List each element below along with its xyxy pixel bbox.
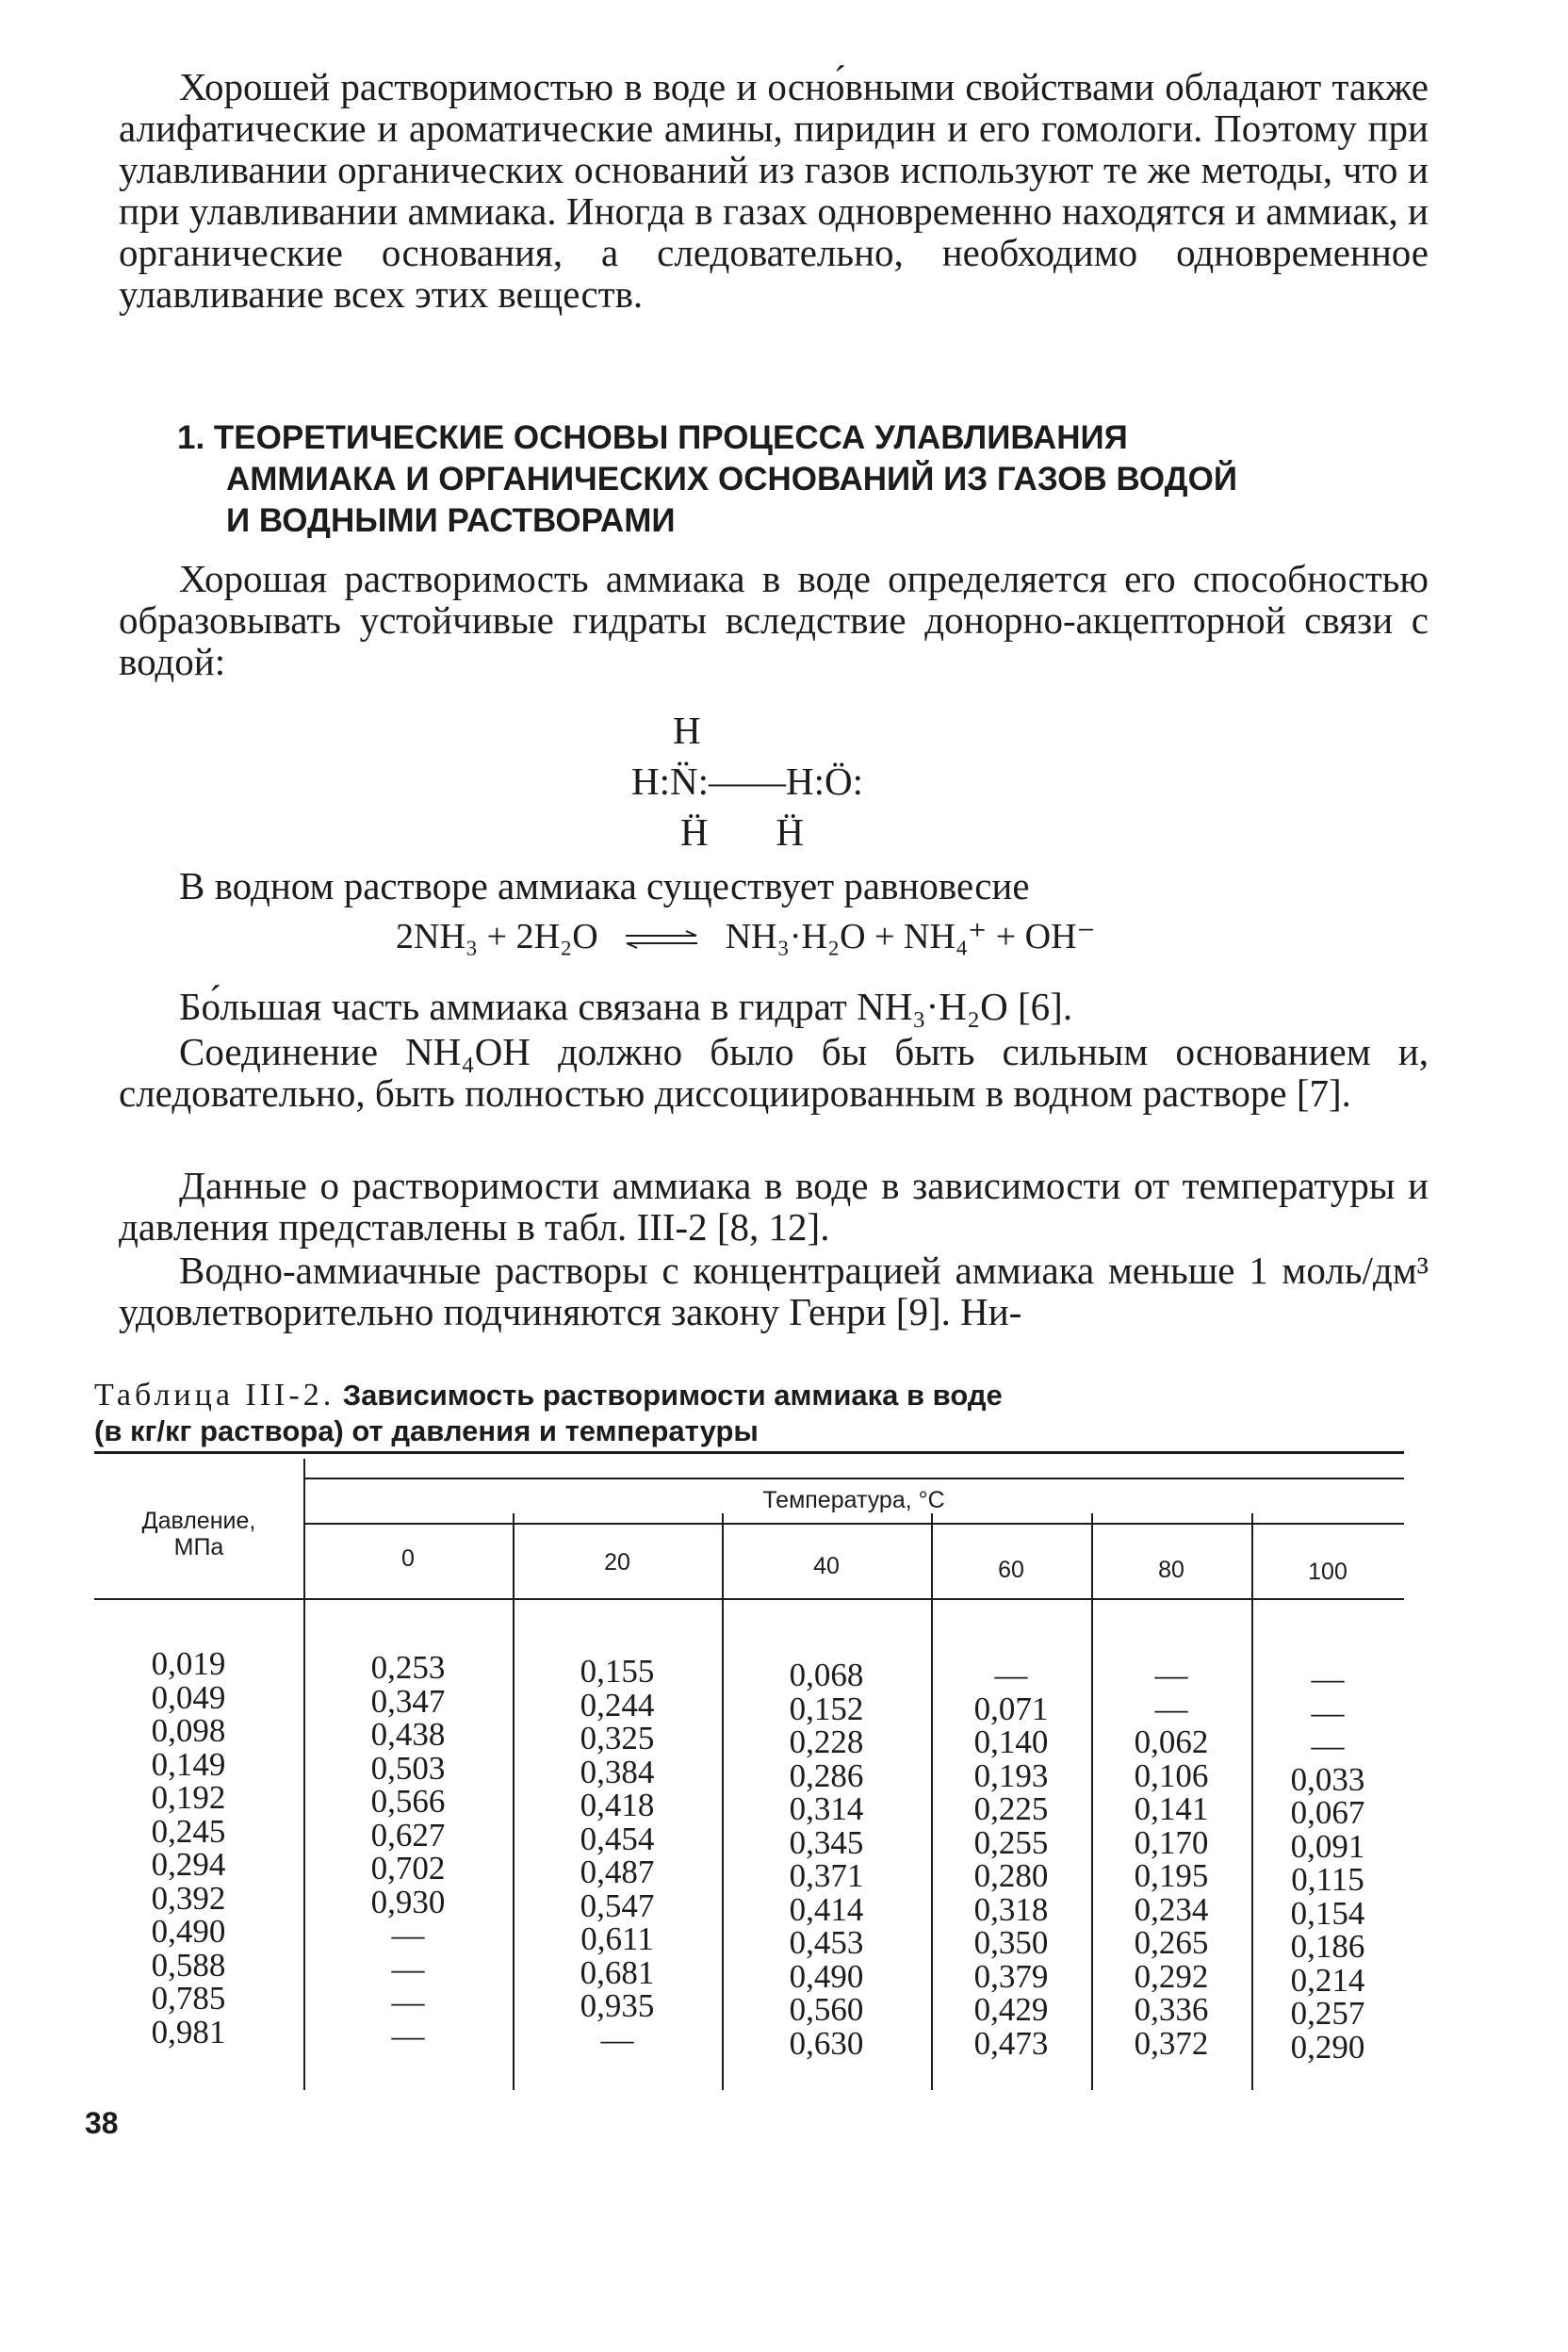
solubility-value: 0,155 xyxy=(580,1653,655,1690)
lewis-structure-row-3: Ḧ Ḧ xyxy=(680,810,804,854)
temperature-column-60: 60 xyxy=(998,1557,1024,1583)
table-caption xyxy=(94,1378,1432,1449)
solubility-value: 0,547 xyxy=(580,1886,655,1924)
solubility-value: 0,244 xyxy=(580,1686,655,1723)
section-heading-line-2: АММИАКА И ОРГАНИЧЕСКИХ ОСНОВАНИЙ ИЗ ГАЗОВ ВОДОЙ xyxy=(226,461,1237,498)
solubility-value: 0,560 xyxy=(789,1991,864,2028)
solubility-value: — xyxy=(391,2017,425,2054)
solubility-value: 0,372 xyxy=(1134,2024,1209,2062)
equilibrium-arrows-icon xyxy=(624,930,699,949)
temperature-column-0: 0 xyxy=(401,1545,415,1572)
solubility-value: 0,115 xyxy=(1291,1861,1364,1898)
solubility-value: 0,170 xyxy=(1134,1823,1209,1861)
solubility-value: 0,033 xyxy=(1290,1760,1365,1798)
equilibrium-paragraph: В водном растворе аммиака существует равновесие xyxy=(179,864,1030,907)
temperature-column-100: 100 xyxy=(1308,1559,1348,1585)
solubility-value: 0,106 xyxy=(1134,1756,1209,1794)
hydrates-paragraph: Хорошая растворимость аммиака в воде определяется его способностью образовывать устойчивые гидраты вследствие донорно-акцепторной связи с водой: xyxy=(119,557,1429,683)
solubility-value: — xyxy=(1154,1657,1188,1693)
solubility-value: 0,630 xyxy=(789,2024,864,2062)
solubility-value: 0,091 xyxy=(1290,1827,1365,1865)
solubility-column-100c xyxy=(1251,1662,1404,2064)
pressure-value: 0,049 xyxy=(151,1678,226,1716)
solubility-value: 0,193 xyxy=(973,1756,1049,1794)
solubility-value: 0,702 xyxy=(370,1850,446,1886)
solubility-value: 0,290 xyxy=(1290,2028,1365,2066)
solubility-value: — xyxy=(600,2020,634,2058)
temperature-header: Температура, °С xyxy=(762,1487,945,1513)
solubility-value: 0,280 xyxy=(973,1857,1049,1894)
solubility-column-60c xyxy=(931,1658,1091,2060)
pressure-value: 0,294 xyxy=(151,1846,226,1883)
temperature-column-40: 40 xyxy=(813,1553,840,1579)
solubility-value: 0,255 xyxy=(973,1823,1049,1861)
solubility-value: 0,371 xyxy=(789,1857,864,1894)
solubility-value: 0,286 xyxy=(789,1756,864,1794)
solubility-value: — xyxy=(1311,1660,1345,1697)
pressure-values-column xyxy=(94,1647,283,2049)
solubility-value: 0,384 xyxy=(580,1753,655,1790)
solubility-value: 0,141 xyxy=(1134,1790,1209,1827)
solubility-value: 0,062 xyxy=(1134,1723,1209,1760)
pressure-value: 0,981 xyxy=(151,2013,226,2050)
solubility-value: 0,681 xyxy=(580,1953,655,1991)
solubility-value: 0,068 xyxy=(789,1657,864,1693)
page-number: 38 xyxy=(85,2106,119,2140)
solubility-value: 0,228 xyxy=(789,1723,864,1760)
header-bottom-rule xyxy=(94,1598,1404,1600)
pressure-value: 0,192 xyxy=(151,1779,226,1816)
solubility-value: 0,414 xyxy=(789,1890,864,1928)
solubility-value: 0,336 xyxy=(1134,1991,1209,2028)
table-caption-label: Таблица III-2. xyxy=(94,1378,335,1413)
temperature-column-80: 80 xyxy=(1158,1557,1184,1583)
solubility-value: — xyxy=(1311,1727,1345,1764)
solubility-value: 0,067 xyxy=(1290,1794,1365,1831)
solubility-value: 0,350 xyxy=(973,1924,1049,1961)
pressure-value: 0,392 xyxy=(151,1879,226,1917)
solubility-value: 0,438 xyxy=(370,1716,446,1753)
solubility-value: 0,418 xyxy=(580,1787,655,1823)
solubility-value: 0,195 xyxy=(1134,1857,1209,1894)
solubility-value: 0,318 xyxy=(973,1890,1049,1928)
solubility-value: 0,345 xyxy=(789,1823,864,1861)
solubility-value: 0,292 xyxy=(1134,1957,1209,1995)
solubility-value: 0,140 xyxy=(973,1723,1049,1760)
pressure-header-line-2: МПа xyxy=(173,1534,224,1560)
solubility-data-paragraph: Данные о растворимости аммиака в воде в зависимости от температуры и давления представлены в табл. III-2 [8, 12]. xyxy=(119,1164,1429,1249)
pressure-value: 0,490 xyxy=(151,1913,226,1950)
solubility-column-80c xyxy=(1091,1658,1251,2060)
table-top-rule xyxy=(303,1478,1404,1479)
hydrate-bound-paragraph: Бо́льшая часть аммиака связана в гидрат NH₃·H₂O [6]. xyxy=(179,985,1073,1028)
intro-paragraph: Хорошей растворимостью в воде и осно́вными свойствами обладают также алифатические и ароматические амины, пиридин и его гомологи. Поэтому при улавливании органических оснований из газов используют те же методы, что и при улавливании аммиака. Иногда в газах одновременно находятся и аммиак, и органические основания, а следовательно, необходимо одновременное улавливание всех этих веществ. xyxy=(119,65,1429,316)
solubility-value: 0,253 xyxy=(370,1649,446,1686)
table-caption-title-line-2: (в кг/кг раствора) от давления и температуры xyxy=(94,1414,759,1447)
solubility-value: 0,234 xyxy=(1134,1890,1209,1928)
section-heading-line-1: 1. ТЕОРЕТИЧЕСКИЕ ОСНОВЫ ПРОЦЕССА УЛАВЛИВАНИЯ xyxy=(177,419,1128,456)
solubility-value: 0,214 xyxy=(1290,1961,1365,1999)
solubility-value: 0,225 xyxy=(973,1790,1049,1827)
henry-law-paragraph: Водно-аммиачные растворы с концентрацией аммиака меньше 1 моль/дм³ удовлетворительно подчиняются закону Генри [9]. Ни- xyxy=(119,1249,1429,1333)
solubility-value: 0,265 xyxy=(1134,1924,1209,1961)
equation-right-side: NH₃·H₂O + NH₄⁺ + OH⁻ xyxy=(725,917,1096,956)
solubility-value: 0,186 xyxy=(1290,1928,1365,1965)
solubility-value: — xyxy=(1154,1690,1188,1727)
solubility-value: 0,566 xyxy=(370,1783,446,1820)
solubility-value: 0,257 xyxy=(1290,1995,1365,2032)
table-caption-title-line-1: Зависимость растворимости аммиака в воде xyxy=(342,1379,1003,1412)
solubility-value: 0,611 xyxy=(580,1920,654,1957)
equation-left-side: 2NH₃ + 2H₂O xyxy=(396,917,598,956)
caption-underline xyxy=(94,1451,1404,1454)
solubility-value: 0,503 xyxy=(370,1749,446,1787)
solubility-value: — xyxy=(994,1657,1028,1693)
solubility-value: 0,627 xyxy=(370,1816,446,1854)
equilibrium-equation xyxy=(396,916,1244,957)
pressure-value: 0,019 xyxy=(151,1645,226,1682)
pressure-value: 0,245 xyxy=(151,1812,226,1850)
solubility-value: 0,071 xyxy=(973,1690,1049,1727)
solubility-value: 0,490 xyxy=(789,1957,864,1995)
pressure-value: 0,149 xyxy=(151,1745,226,1783)
temperature-header-rule xyxy=(303,1523,1404,1525)
solubility-column-20c xyxy=(513,1655,722,2056)
solubility-value: — xyxy=(391,1950,425,1987)
solubility-value: 0,314 xyxy=(789,1790,864,1827)
solubility-value: 0,325 xyxy=(580,1720,655,1756)
solubility-value: 0,473 xyxy=(973,2024,1049,2062)
solubility-value: 0,152 xyxy=(789,1690,864,1727)
solubility-value: 0,429 xyxy=(973,1991,1049,2028)
section-heading xyxy=(177,417,1421,542)
solubility-value: 0,930 xyxy=(370,1883,446,1920)
solubility-table xyxy=(94,1459,1404,2090)
solubility-value: — xyxy=(1311,1693,1345,1731)
solubility-value: — xyxy=(391,1917,425,1953)
lewis-structure-row-1: H xyxy=(673,709,701,752)
temperature-column-20: 20 xyxy=(604,1549,630,1576)
pressure-header-line-1: Давление, xyxy=(141,1508,256,1534)
solubility-value: 0,154 xyxy=(1290,1894,1365,1932)
pressure-value: 0,588 xyxy=(151,1946,226,1984)
section-heading-line-3: И ВОДНЫМИ РАСТВОРАМИ xyxy=(226,502,676,539)
solubility-column-0c xyxy=(303,1651,513,2052)
solubility-value: 0,453 xyxy=(789,1924,864,1961)
pressure-value: 0,785 xyxy=(151,1980,226,2017)
lewis-structure-row-2: H:N̈:——H:Ö: xyxy=(631,760,863,803)
solubility-value: 0,487 xyxy=(580,1854,655,1890)
solubility-column-40c xyxy=(722,1658,931,2060)
nh4oh-paragraph: Соединение NH₄OH должно было бы быть сильным основанием и, следовательно, быть полностью диссоциированным в водном растворе [7]. xyxy=(119,1030,1429,1115)
solubility-value: 0,935 xyxy=(580,1987,655,2024)
solubility-value: 0,379 xyxy=(973,1957,1049,1995)
solubility-value: — xyxy=(391,1984,425,2020)
pressure-header xyxy=(94,1508,303,1560)
solubility-value: 0,454 xyxy=(580,1820,655,1857)
pressure-value: 0,098 xyxy=(151,1712,226,1749)
lewis-structure-formula xyxy=(631,705,863,858)
solubility-value: 0,347 xyxy=(370,1682,446,1720)
